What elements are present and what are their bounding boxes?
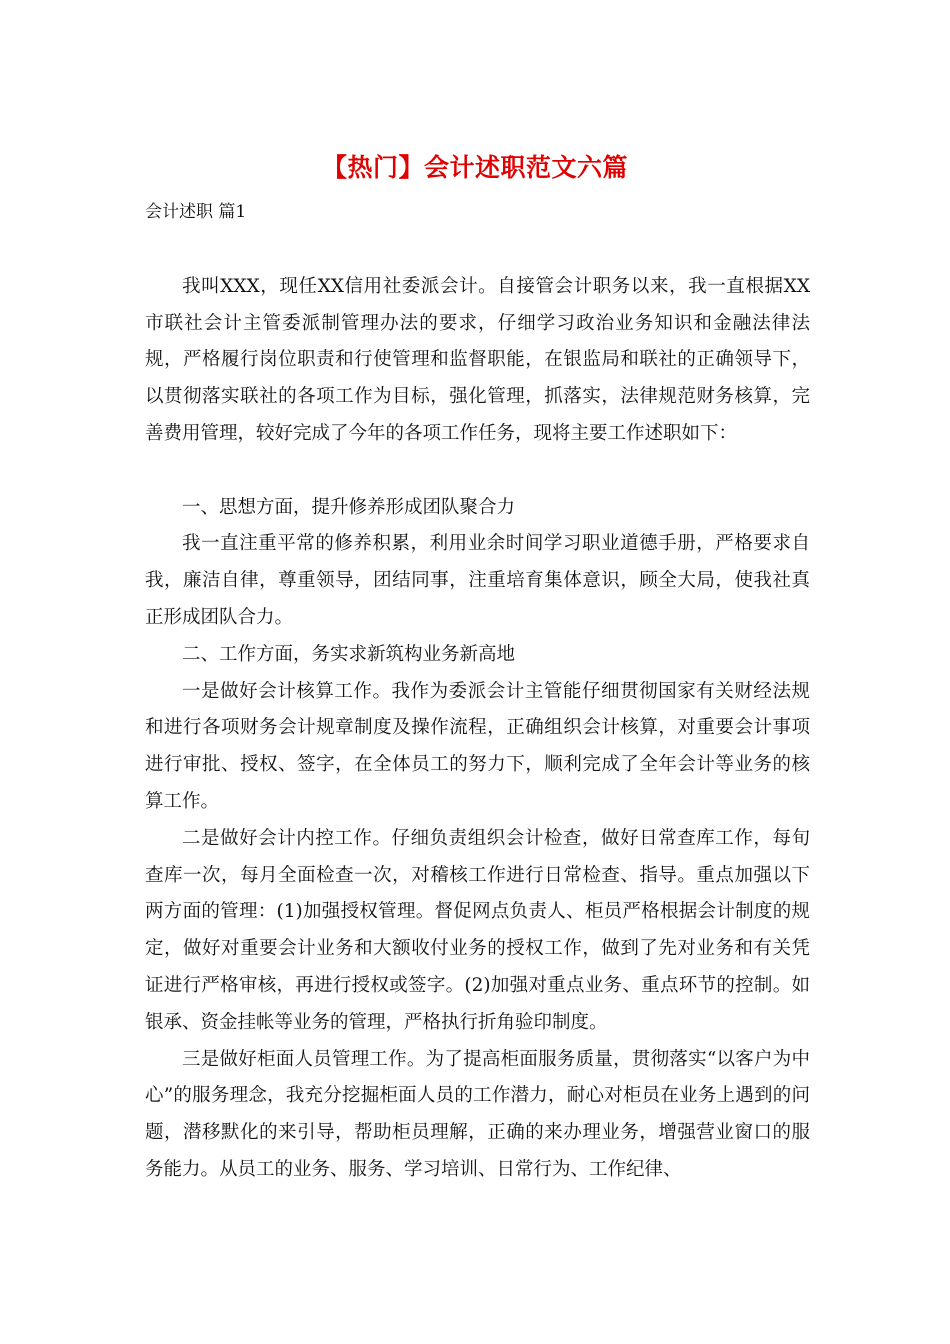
paragraph-accounting: 一是做好会计核算工作。我作为委派会计主管能仔细贯彻国家有关财经法规和进行各项财务会计规章制度及操作流程，正确组织会计核算，对重要会计事项进行审批、授权、签字，在全体员工的努力下，顺利完成了全年会计等业务的核算工作。 xyxy=(145,680,810,812)
blank-line xyxy=(145,232,810,269)
heading-work: 二、工作方面，务实求新筑构业务新高地 xyxy=(182,643,516,665)
blank-line xyxy=(145,453,810,490)
paragraph-internal-control: 二是做好会计内控工作。仔细负责组织会计检查，做好日常查库工作，每旬查库一次，每月全面检查一次，对稽核工作进行日常检查、指导。重点加强以下两方面的管理：(1)加强授权管理。督促网点负责人、柜员严格根据会计制度的规定，做好对重要会计业务和大额收付业务的授权工作，做到了先对业务和有关凭证进行严格审核，再进行授权或签字。(2)加强对重点业务、重点环节的控制。如银承、资金挂帐等业务的管理，严格执行折角验印制度。 xyxy=(145,827,810,1033)
section-heading: 会计述职 篇1 xyxy=(145,202,247,222)
paragraph-ideology: 我一直注重平常的修养积累，利用业余时间学习职业道德手册，严格要求自我，廉洁自律，尊重领导，团结同事，注重培育集体意识，顾全大局，使我社真正形成团队合力。 xyxy=(145,533,810,628)
document-body xyxy=(145,232,810,1189)
heading-ideology: 一、思想方面，提升修养形成团队聚合力 xyxy=(182,496,516,518)
paragraph-counter-staff: 三是做好柜面人员管理工作。为了提高柜面服务质量，贯彻落实“以客户为中心”的服务理念，我充分挖掘柜面人员的工作潜力，耐心对柜员在业务上遇到的问题，潜移默化的来引导，帮助柜员理解，正确的来办理业务，增强营业窗口的服务能力。从员工的业务、服务、学习培训、日常行为、工作纪律、 xyxy=(145,1048,810,1180)
document-title: 【热门】会计述职范文六篇 xyxy=(321,153,628,182)
paragraph-intro: 我叫XXX，现任XX信用社委派会计。自接管会计职务以来，我一直根据XX市联社会计主管委派制管理办法的要求，仔细学习政治业务知识和金融法律法规，严格履行岗位职责和行使管理和监督职能，在银监局和联社的正确领导下，以贯彻落实联社的各项工作为目标，强化管理，抓落实，法律规范财务核算，完善费用管理，较好完成了今年的各项工作任务，现将主要工作述职如下： xyxy=(145,275,810,444)
